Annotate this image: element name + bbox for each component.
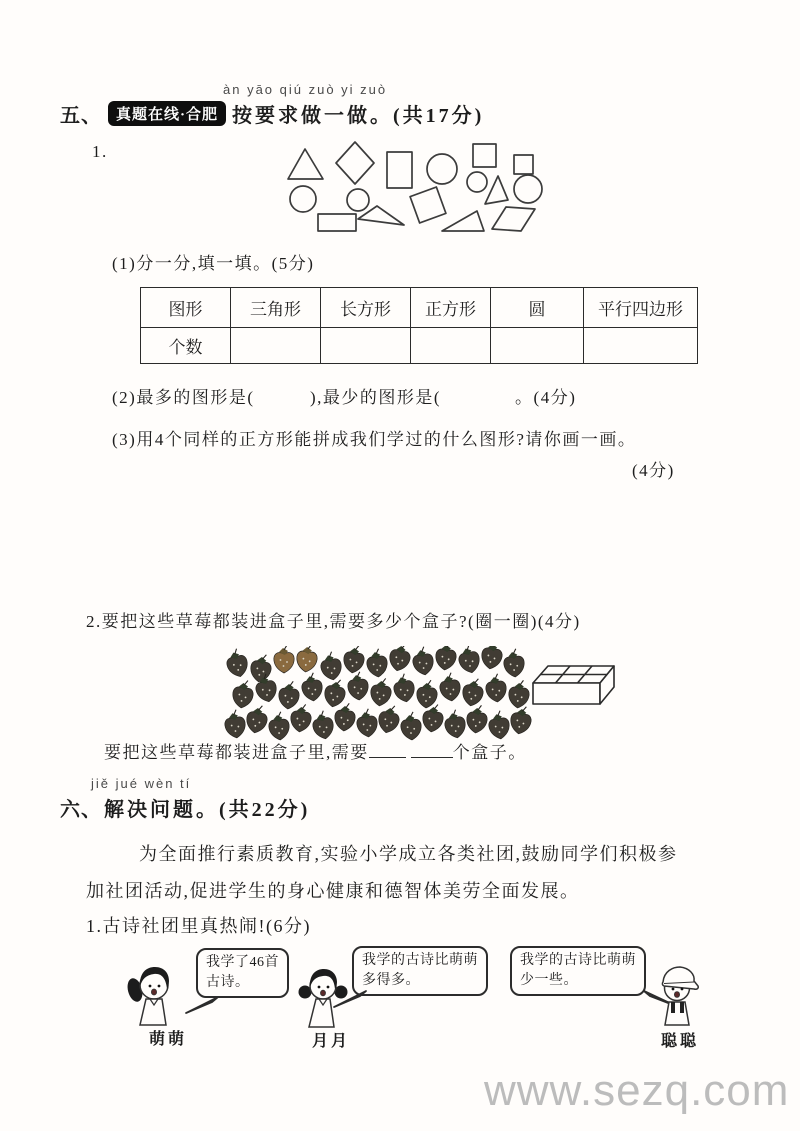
bubble-text: 少一些。 — [520, 973, 578, 988]
table-header-triangle: 三角形 — [231, 288, 321, 328]
girl-mengmeng-illustration — [126, 963, 178, 1027]
strawberry-icon — [289, 703, 313, 733]
strawberry-icon — [509, 704, 534, 735]
question2-prompt: 2.要把这些草莓都装进盒子里,需要多少个盒子?(圈一圈)(4分) — [86, 612, 581, 631]
watermark: www.sezq.com — [484, 1066, 790, 1115]
strawberry-icon — [434, 646, 457, 671]
question1-number: 1. — [92, 142, 108, 161]
circle-icon — [427, 154, 457, 184]
boy-congcong-illustration — [651, 963, 705, 1027]
count-answer-cell — [321, 328, 411, 364]
strawberry-cluster — [223, 646, 533, 741]
shape-count-table — [140, 287, 698, 364]
strawberry-icon — [295, 646, 318, 673]
section6-question1-prompt: 1.古诗社团里真热闹!(6分) — [86, 916, 311, 936]
strawberry-icon — [456, 646, 482, 675]
strawberry-icon — [224, 647, 250, 679]
circle-small-icon — [347, 189, 369, 211]
strawberry-icon — [411, 646, 435, 676]
section6-header — [60, 793, 310, 822]
section5-header — [60, 99, 484, 128]
strawberry-icon — [223, 709, 247, 740]
count-answer-cell — [584, 328, 698, 364]
strawberry-icon — [461, 676, 486, 707]
strawberry-icon — [274, 646, 294, 673]
count-answer-cell — [491, 328, 584, 364]
bubble-tail-left-icon — [332, 989, 372, 1009]
triangle-icon — [288, 149, 323, 179]
pinyin-annotation-section6: jiě jué wèn tí — [91, 776, 192, 791]
answer-prefix: 要把这些草莓都装进盒子里,需要 — [104, 743, 369, 762]
speech-bubble-yueyue — [352, 946, 488, 996]
strawberry-icon — [365, 648, 388, 678]
circle-icon — [290, 186, 316, 212]
strawberry-icon — [465, 704, 488, 734]
rectangle-horizontal-icon — [318, 214, 356, 231]
bubble-text: 我学的古诗比萌萌 — [520, 953, 636, 968]
strawberry-icon — [391, 672, 416, 703]
circle-small-icon — [467, 172, 487, 192]
table-header-shape: 图形 — [141, 288, 231, 328]
bubble-text: 我学的古诗比萌萌 — [362, 953, 478, 968]
square-tilted-icon — [410, 187, 446, 223]
table-header-square: 正方形 — [411, 288, 491, 328]
kid-label-yueyue: 月月 — [312, 1033, 351, 1050]
strawberry-icon — [342, 646, 366, 674]
strawberry-icon — [355, 708, 379, 738]
section6-number: 六、 — [60, 799, 102, 821]
table-header-rectangle: 长方形 — [321, 288, 411, 328]
triangle-icon — [442, 211, 484, 231]
strawberry-icon — [487, 710, 511, 741]
strawberry-icon — [268, 711, 291, 741]
strawberry-icon — [322, 677, 347, 708]
intro-paragraph-line2: 加社团活动,促进学生的身心健康和德智体美劳全面发展。 — [86, 881, 580, 901]
storage-box-icon — [533, 666, 614, 704]
strawberry-icon — [416, 679, 438, 708]
strawberry-icon — [245, 703, 270, 734]
strawberry-icon — [231, 679, 255, 710]
strawberry-icon — [507, 679, 530, 709]
speech-bubble-congcong — [510, 946, 646, 996]
strawberry-icon — [438, 672, 462, 703]
table-header-parallelogram: 平行四边形 — [584, 288, 698, 328]
strawberry-icon — [278, 680, 301, 710]
strawberry-icon — [376, 703, 402, 735]
parallelogram-icon — [492, 207, 535, 231]
circle-icon — [514, 175, 542, 203]
kid-label-mengmeng: 萌萌 — [149, 1031, 188, 1048]
kid-label-congcong: 聪聪 — [661, 1033, 700, 1050]
question1-sub3-score: (4分) — [632, 461, 675, 480]
answer-blank-2 — [411, 741, 453, 758]
strawberry-icon — [480, 646, 504, 670]
speech-bubble-mengmeng — [196, 948, 289, 998]
shapes-figure — [278, 136, 554, 240]
count-answer-cell — [231, 328, 321, 364]
answer-suffix: 个盒子。 — [452, 743, 527, 762]
strawberry-icon — [300, 672, 324, 702]
strawberry-icon — [387, 646, 413, 673]
section5-number: 五、 — [60, 105, 102, 127]
question1-sub3: (3)用4个同样的正方形能拼成我们学过的什么图形?请你画一画。 — [112, 430, 637, 449]
question2-answer-line — [104, 738, 527, 763]
bubble-text: 我学了46首 — [206, 955, 279, 970]
source-badge: 真题在线·合肥 — [108, 101, 226, 126]
table-header-circle: 圆 — [491, 288, 584, 328]
strawberry-icon — [319, 650, 344, 681]
square-diamond-icon — [336, 142, 374, 184]
strawberry-icon — [334, 702, 357, 732]
strawberry-icon — [503, 648, 526, 678]
intro-paragraph-line1: 为全面推行素质教育,实验小学成立各类社团,鼓励同学们积极参 — [139, 844, 678, 864]
table-row-label: 个数 — [141, 328, 231, 364]
square-small-icon — [473, 144, 496, 167]
count-answer-cell — [411, 328, 491, 364]
strawberry-icon — [249, 652, 274, 683]
bubble-tail-left-icon — [184, 995, 224, 1015]
strawberry-icon — [484, 673, 507, 703]
question1-sub1: (1)分一分,填一填。(5分) — [112, 254, 315, 273]
answer-blank-1 — [369, 741, 406, 758]
section6-title: 解决问题。(共22分) — [104, 799, 311, 821]
strawberry-icon — [400, 711, 422, 740]
square-small-icon — [514, 155, 533, 174]
pinyin-annotation-section5: àn yāo qiú zuò yi zuò — [223, 82, 388, 97]
strawberry-icon — [310, 709, 335, 740]
section5-title: 按要求做一做。(共17分) — [232, 105, 485, 127]
question1-sub2: (2)最多的图形是( ),最少的图形是( 。(4分) — [112, 388, 577, 407]
rectangle-vertical-icon — [387, 152, 412, 188]
strawberry-icon — [369, 677, 393, 707]
triangle-small-icon — [485, 176, 508, 204]
strawberries-figure — [222, 646, 622, 742]
strawberry-icon — [443, 708, 468, 739]
strawberry-icon — [347, 671, 370, 701]
bubble-text: 多得多。 — [362, 973, 420, 988]
bubble-text: 古诗。 — [206, 975, 250, 990]
